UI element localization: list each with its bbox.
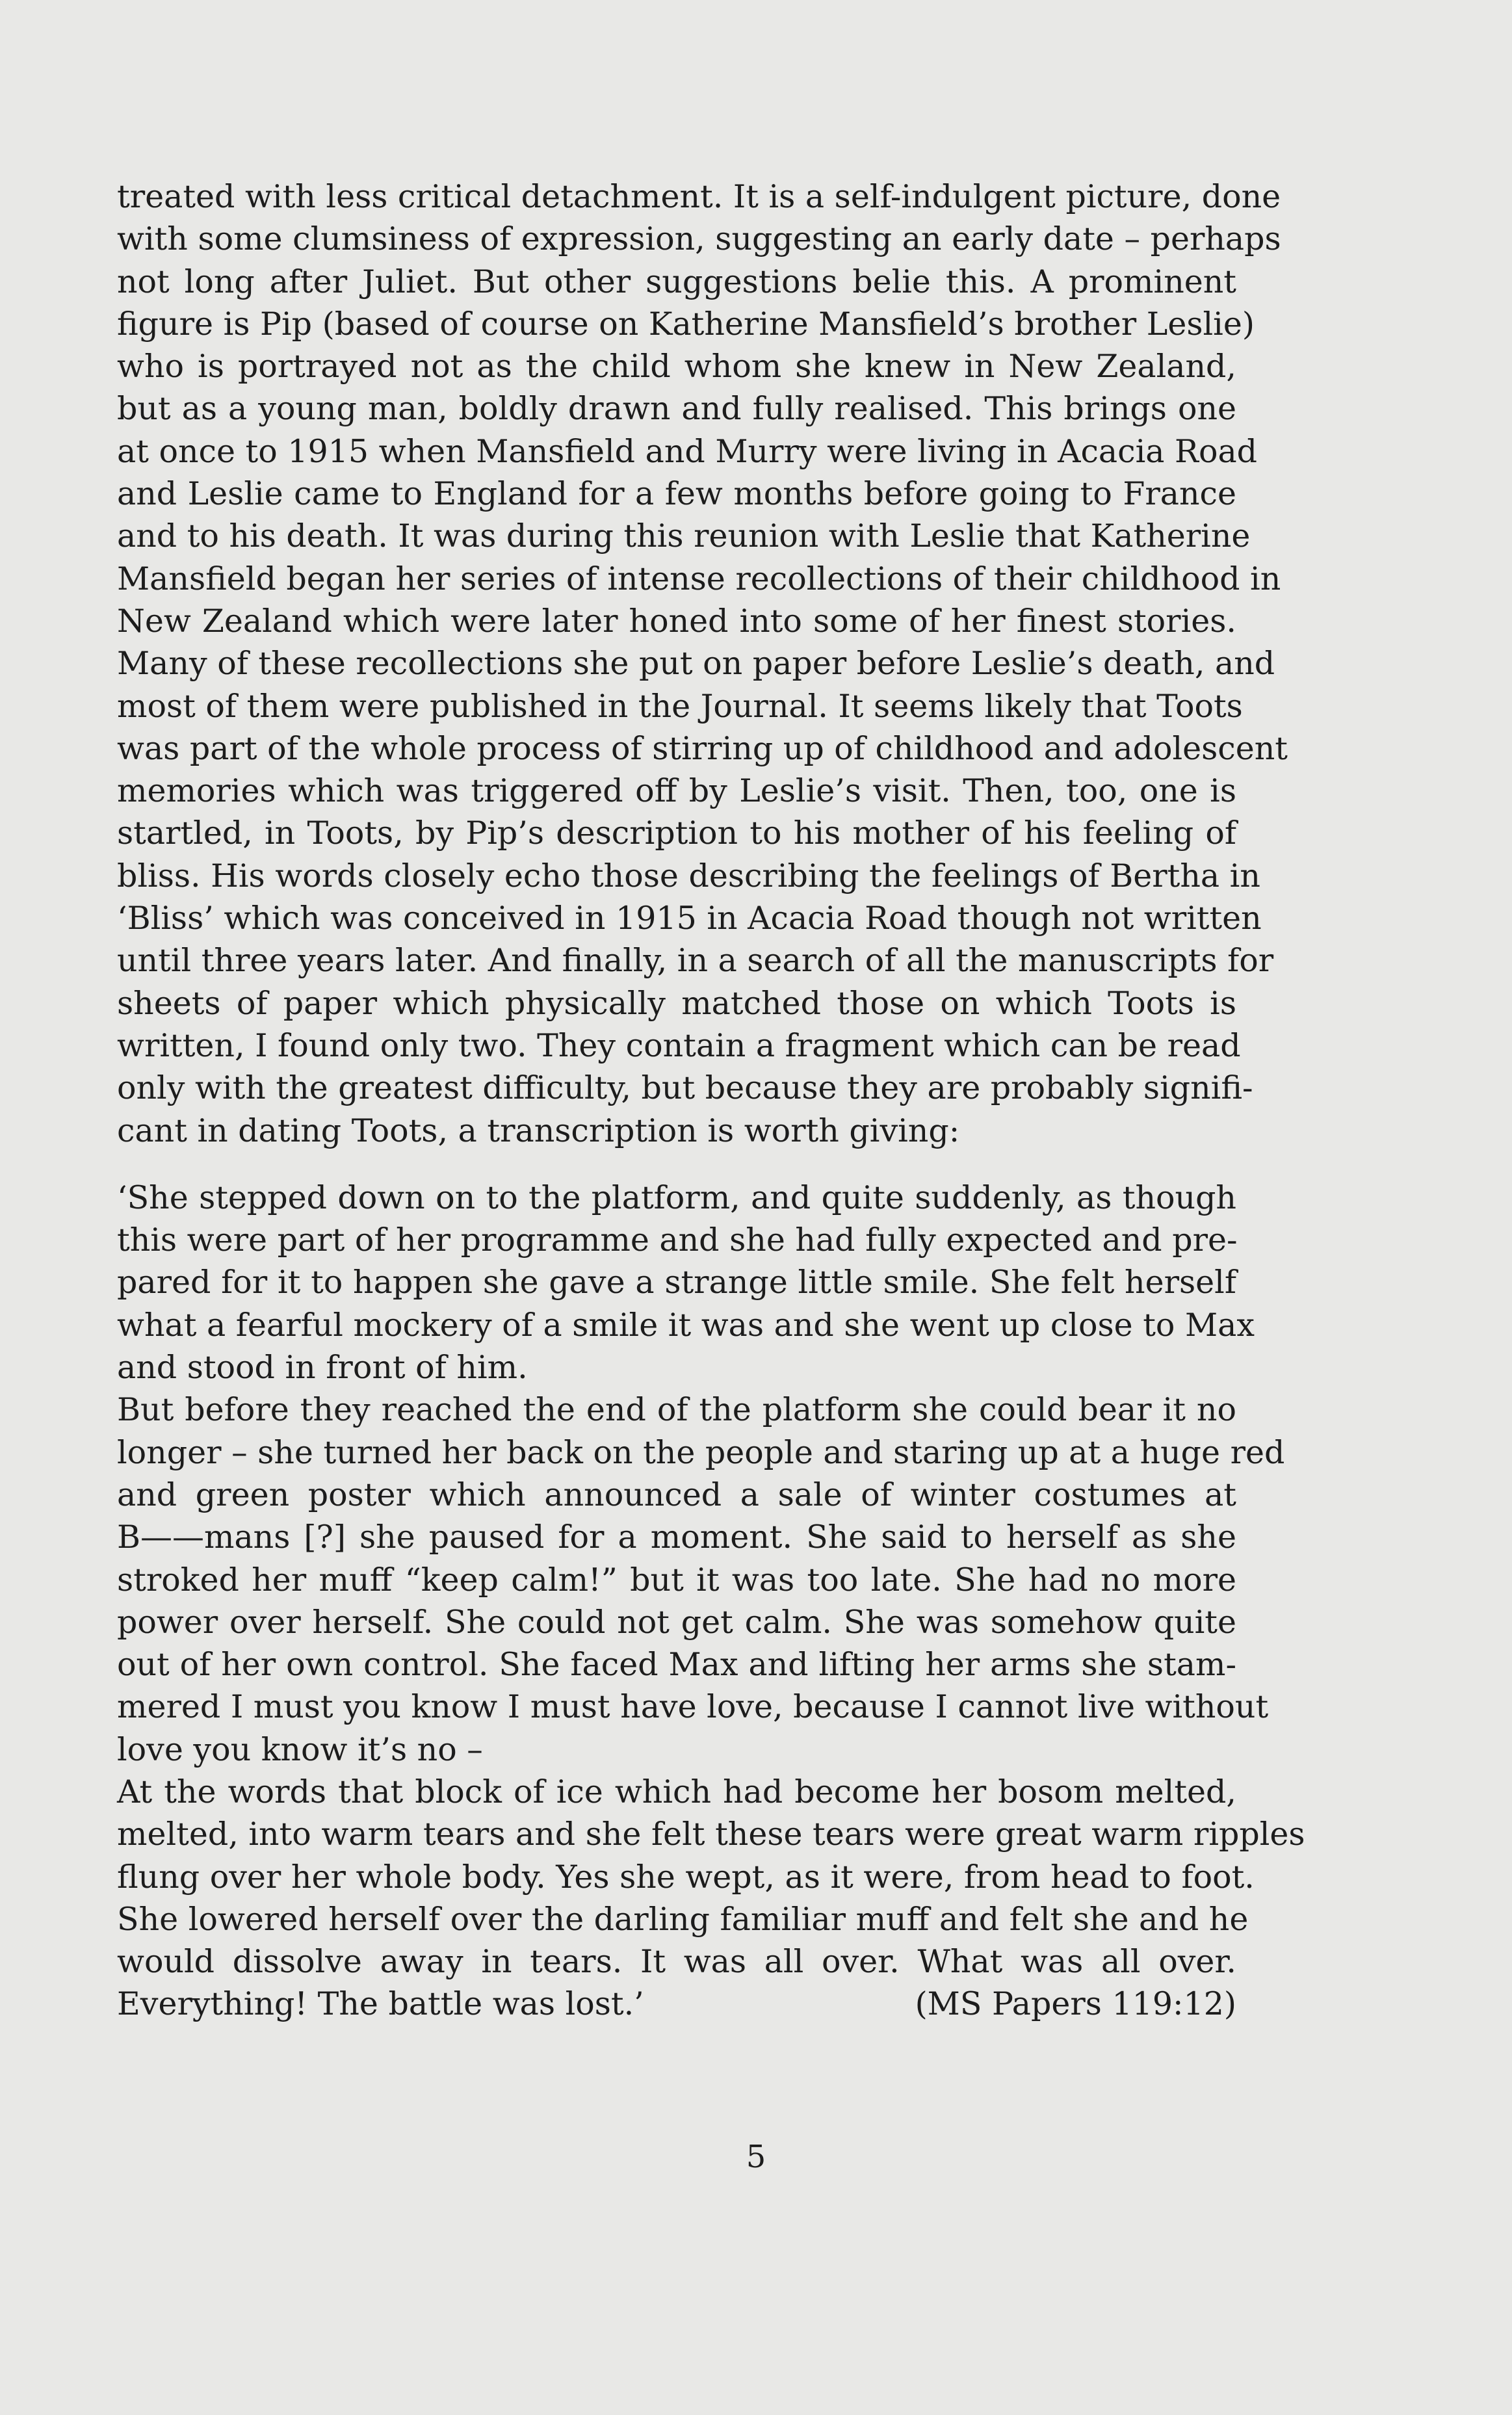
- quote-line: and green poster which announced a sale of winter costumes at: [117, 1476, 1236, 1513]
- page-text: [117, 176, 1305, 2026]
- quote-line: She lowered herself over the darling familiar muff and felt she and he: [117, 1900, 1249, 1938]
- manuscript-citation: (MS Papers 119:12): [915, 1985, 1236, 2023]
- quote-line-text: Everything! The battle was lost.’: [117, 1985, 644, 2023]
- text-line: who is portrayed not as the child whom she knew in New Zealand,: [117, 348, 1236, 385]
- quote-line: At the words that block of ice which had become her bosom melted,: [117, 1773, 1236, 1810]
- text-line: and to his death. It was during this reunion with Leslie that Katherine: [117, 517, 1251, 555]
- quote-line: and stood in front of him.: [117, 1349, 528, 1387]
- page-number: 5: [746, 2139, 766, 2175]
- text-line: until three years later. And finally, in a search of all the manuscripts for: [117, 942, 1274, 980]
- quote-final-line: [117, 1983, 1236, 2025]
- text-line: written, I found only two. They contain a fragment which can be read: [117, 1026, 1241, 1064]
- text-line: memories which was triggered off by Leslie’s visit. Then, too, one is: [117, 772, 1236, 810]
- quote-line: out of her own control. She faced Max and lifting her arms she stam-: [117, 1646, 1236, 1684]
- paragraph-gap: [117, 1152, 1236, 1177]
- text-line: sheets of paper which physically matched those on which Toots is: [117, 984, 1236, 1022]
- text-line: but as a young man, boldly drawn and fully realised. This brings one: [117, 390, 1236, 428]
- text-line: and Leslie came to England for a few months before going to France: [117, 475, 1236, 513]
- quote-line: power over herself. She could not get calm. She was somehow quite: [117, 1603, 1236, 1641]
- text-line: startled, in Toots, by Pip’s description to his mother of his feeling of: [117, 815, 1236, 852]
- quote-line: ‘She stepped down on to the platform, and quite suddenly, as though: [117, 1179, 1236, 1216]
- text-line: not long after Juliet. But other suggestions belie this. A prominent: [117, 263, 1236, 300]
- quote-line: would dissolve away in tears. It was all over. What was all over.: [117, 1943, 1236, 1981]
- text-line: figure is Pip (based of course on Katherine Mansfield’s brother Leslie): [117, 305, 1255, 343]
- quote-line: stroked her muff “keep calm!” but it was too late. She had no more: [117, 1561, 1236, 1599]
- text-line: Mansfield began her series of intense recollections of their childhood in: [117, 560, 1281, 597]
- text-line: only with the greatest difficulty, but because they are probably signifi-: [117, 1069, 1253, 1107]
- text-line: was part of the whole process of stirring up of childhood and adolescent: [117, 729, 1288, 767]
- text-line: most of them were published in the Journal. It seems likely that Toots: [117, 687, 1243, 725]
- quote-line: this were part of her programme and she had fully expected and pre-: [117, 1221, 1238, 1259]
- text-line: at once to 1915 when Mansfield and Murry were living in Acacia Road: [117, 432, 1258, 470]
- text-line: with some clumsiness of expression, suggesting an early date – perhaps: [117, 220, 1281, 258]
- quote-line: melted, into warm tears and she felt these tears were great warm ripples: [117, 1816, 1305, 1853]
- quote-line: pared for it to happen she gave a strange little smile. She felt herself: [117, 1264, 1236, 1301]
- quote-line: But before they reached the end of the platform she could bear it no: [117, 1391, 1236, 1429]
- quote-line: love you know it’s no –: [117, 1730, 483, 1768]
- text-line: New Zealand which were later honed into some of her finest stories.: [117, 602, 1236, 640]
- quote-line: B——mans [?] she paused for a moment. She said to herself as she: [117, 1519, 1236, 1556]
- text-line: treated with less critical detachment. It is a self-indulgent picture, done: [117, 178, 1281, 215]
- quote-line: what a fearful mockery of a smile it was and she went up close to Max: [117, 1306, 1255, 1344]
- text-line: bliss. His words closely echo those describing the feelings of Bertha in: [117, 857, 1260, 894]
- text-line: ‘Bliss’ which was conceived in 1915 in Acacia Road though not written: [117, 900, 1262, 937]
- text-line: cant in dating Toots, a transcription is worth giving:: [117, 1112, 960, 1149]
- text-line: Many of these recollections she put on paper before Leslie’s death, and: [117, 645, 1275, 683]
- quote-line: longer – she turned her back on the people and staring up at a huge red: [117, 1433, 1285, 1471]
- quote-line: flung over her whole body. Yes she wept, as it were, from head to foot.: [117, 1858, 1255, 1896]
- quote-line: mered I must you know I must have love, because I cannot live without: [117, 1688, 1269, 1726]
